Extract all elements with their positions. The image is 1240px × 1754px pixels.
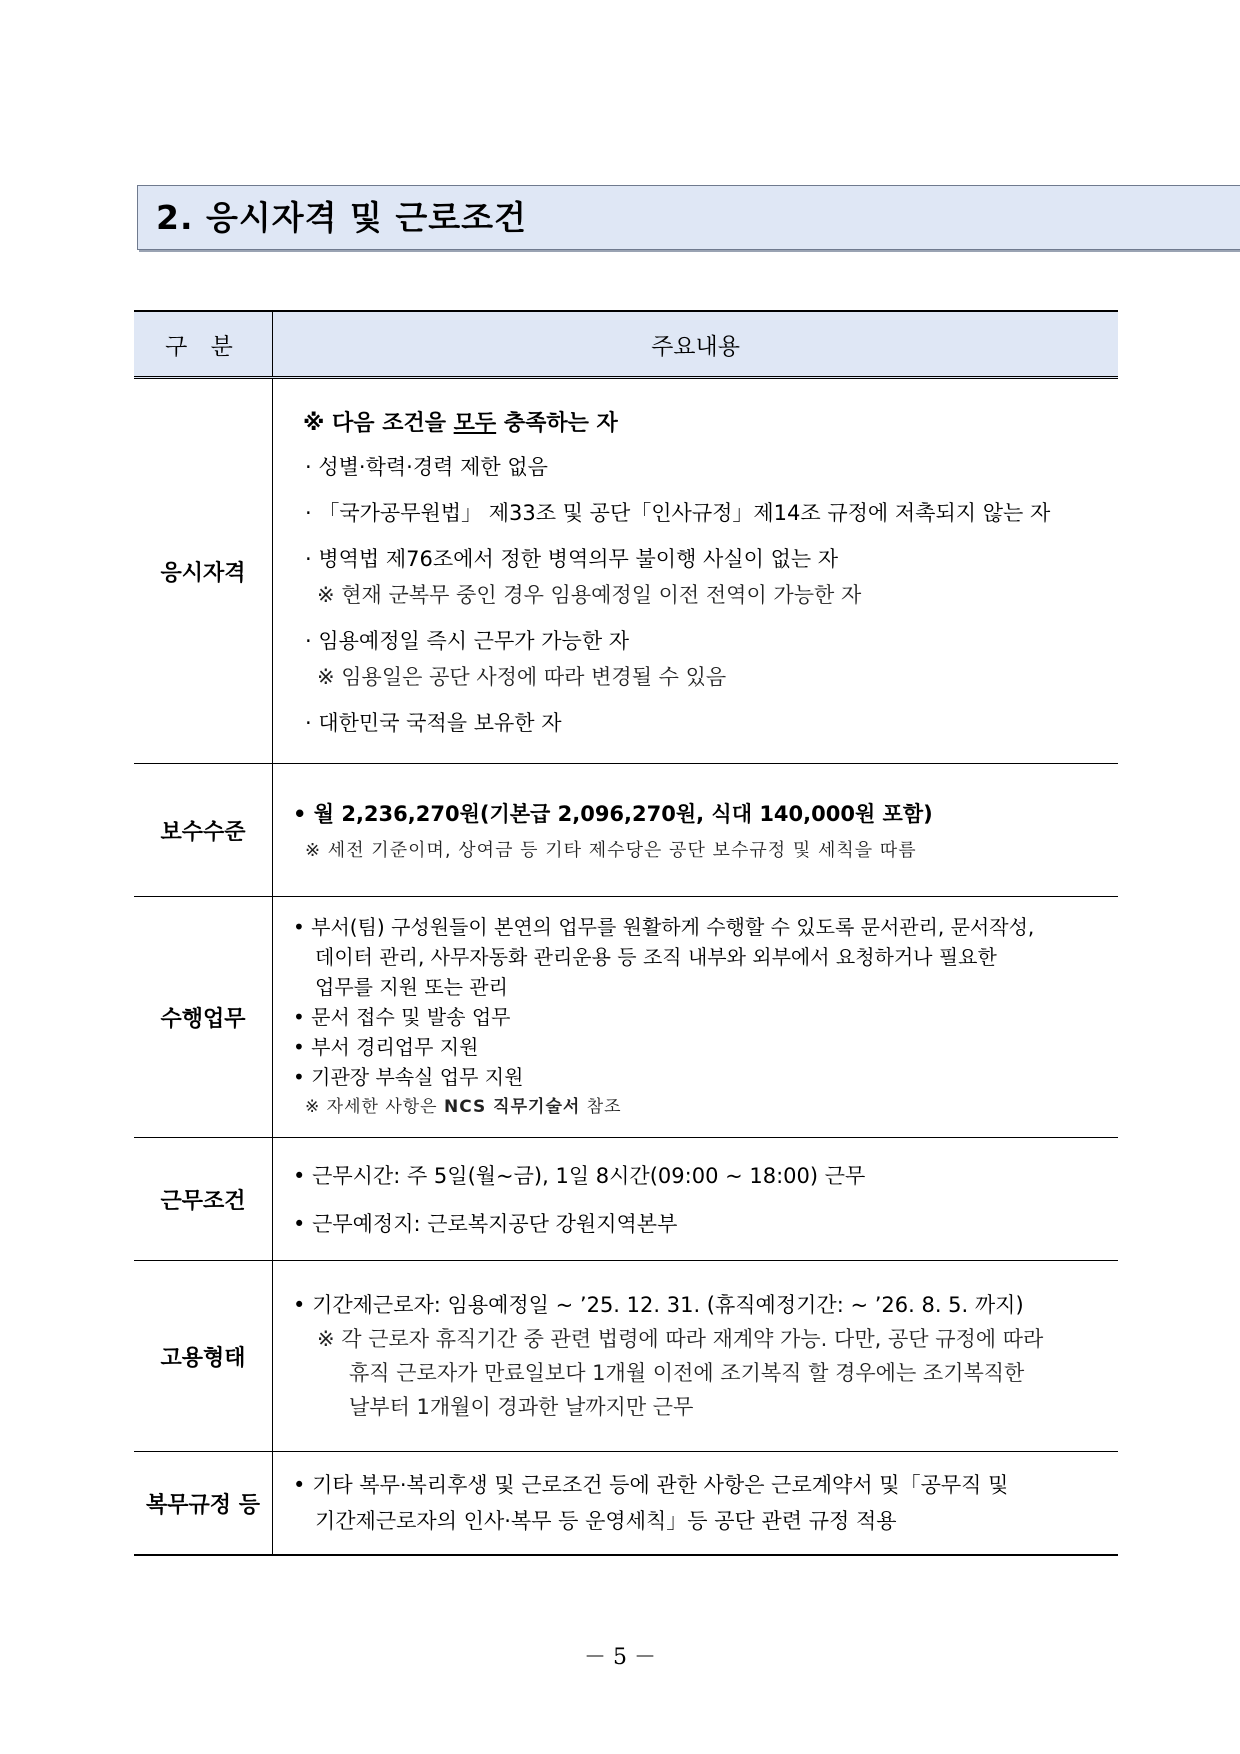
pay-main: • 월 2,236,270원(기본급 2,096,270원, 식대 140,000원 포함) xyxy=(293,798,1108,828)
list-item: · 성별·학력·경력 제한 없음 xyxy=(305,451,1108,481)
note-suffix: 참조 xyxy=(580,1097,622,1117)
heading-underlined: 모두 xyxy=(453,410,497,436)
list-item-cont: 기간제근로자의 인사·복무 등 운영세칙」등 공단 관련 규정 적용 xyxy=(315,1509,897,1533)
list-item: · 「국가공무원법」 제33조 및 공단「인사규정」제14조 규정에 저촉되지 않는 자 xyxy=(305,497,1108,527)
row-category-conditions: 근무조건 xyxy=(134,1138,273,1261)
header-content: 주요내용 xyxy=(273,311,1119,378)
row-category-rules: 복무규정 등 xyxy=(134,1452,273,1556)
row-category-employment: 고용형태 xyxy=(134,1261,273,1452)
list-note: ※ 현재 군복무 중인 경우 임용예정일 이전 전역이 가능한 자 xyxy=(317,582,862,607)
table-row xyxy=(134,1452,1118,1556)
table-row xyxy=(134,1261,1118,1452)
row-category-pay: 보수수준 xyxy=(134,764,273,897)
heading-prefix: ※ 다음 조건을 xyxy=(303,410,454,436)
pay-note: ※ 세전 기준이며, 상여금 등 기타 제수당은 공단 보수규정 및 세칙을 따름 xyxy=(305,840,917,861)
header-category: 구 분 xyxy=(134,311,273,378)
list-note: ※ 임용일은 공단 사정에 따라 변경될 수 있음 xyxy=(317,664,727,689)
row-content-qualification xyxy=(273,378,1119,764)
list-item: • 문서 접수 및 발송 업무 xyxy=(293,1002,1108,1032)
section-title: 2. 응시자격 및 근로조건 xyxy=(137,185,1240,250)
table-row xyxy=(134,764,1118,897)
table-row xyxy=(134,1138,1118,1261)
list-item-cont: 데이터 관리, 사무자동화 관리운용 등 조직 내부와 외부에서 요청하거나 필요한 xyxy=(315,945,997,969)
row-category-duties: 수행업무 xyxy=(134,897,273,1138)
list-item: • 근무시간: 주 5일(월~금), 1일 8시간(09:00 ~ 18:00) 근무 xyxy=(293,1160,1108,1190)
table-row xyxy=(134,897,1118,1138)
list-item: • 기간제근로자: 임용예정일 ~ ’25. 12. 31. (휴직예정기간: ~ ’26. 8. 5. 까지) xyxy=(293,1288,1108,1322)
list-note-cont: 휴직 근로자가 만료일보다 1개월 이전에 조기복직 할 경우에는 조기복직한 xyxy=(349,1361,1025,1385)
conditions-table xyxy=(134,310,1118,1556)
row-content-pay xyxy=(273,764,1119,897)
list-note: ※ 각 근로자 휴직기간 중 관련 법령에 따라 재계약 가능. 다만, 공단 규정에 따라 xyxy=(317,1327,1044,1351)
list-item: • 부서(팀) 구성원들이 본연의 업무를 원활하게 수행할 수 있도록 문서관리, 문서작성, xyxy=(293,912,1108,942)
heading-suffix: 충족하는 자 xyxy=(496,410,618,436)
list-item: · 대한민국 국적을 보유한 자 xyxy=(305,707,1108,737)
row-content-duties xyxy=(273,897,1119,1138)
list-item-cont: 업무를 지원 또는 관리 xyxy=(315,975,508,999)
list-item: • 근무예정지: 근로복지공단 강원지역본부 xyxy=(293,1208,1108,1238)
list-item: • 부서 경리업무 지원 xyxy=(293,1032,1108,1062)
qualification-heading xyxy=(303,406,1108,437)
note-bold: NCS 직무기술서 xyxy=(444,1097,581,1117)
row-content-conditions xyxy=(273,1138,1119,1261)
row-content-employment xyxy=(273,1261,1119,1452)
page-number: － 5 － xyxy=(584,1645,656,1670)
list-item: • 기타 복무·복리후생 및 근로조건 등에 관한 사항은 근로계약서 및「공무직 및 xyxy=(293,1467,1108,1503)
table-header-row xyxy=(134,311,1118,378)
list-item: • 기관장 부속실 업무 지원 xyxy=(293,1062,1108,1092)
row-content-rules xyxy=(273,1452,1119,1556)
note-prefix: ※ 자세한 사항은 xyxy=(305,1097,444,1117)
table-row xyxy=(134,378,1118,764)
row-category-qualification: 응시자격 xyxy=(134,378,273,764)
list-item: · 임용예정일 즉시 근무가 가능한 자 xyxy=(305,625,1108,655)
list-item: · 병역법 제76조에서 정한 병역의무 불이행 사실이 없는 자 xyxy=(305,543,1108,573)
list-note-cont: 날부터 1개월이 경과한 날까지만 근무 xyxy=(349,1395,694,1419)
duties-note xyxy=(305,1092,1108,1122)
